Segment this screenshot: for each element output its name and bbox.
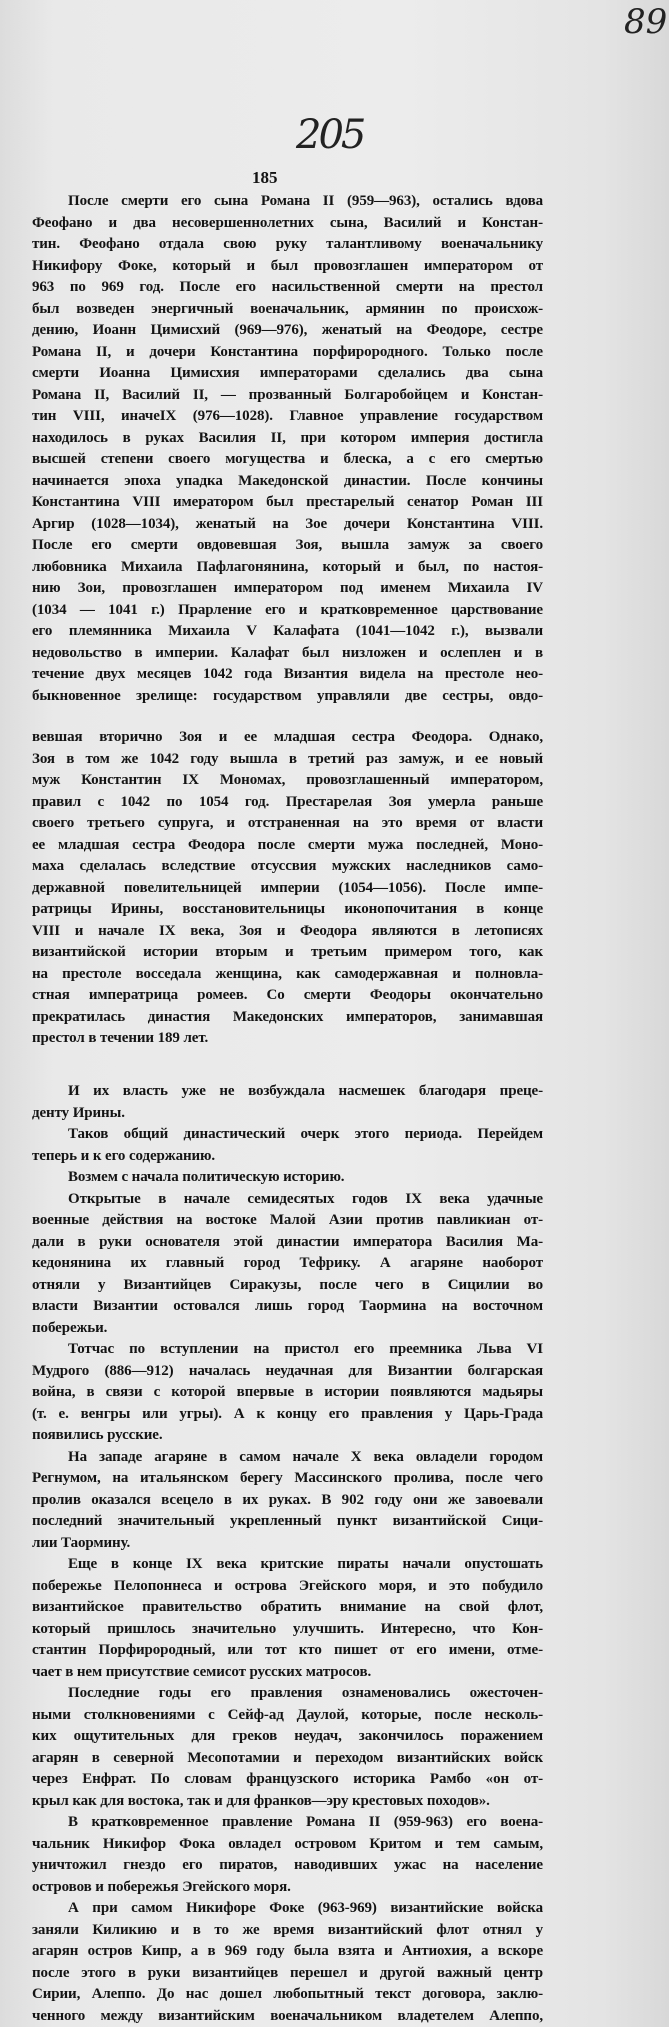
- text-line: Зоя в том же 1042 году вышла в третий раз замуж, и ее новый: [32, 749, 543, 771]
- text-line: заняли Киликию и в то же время византийский флот отнял у: [32, 1920, 543, 1942]
- text-line: Таков общий династический очерк этого периода. Перейдем: [32, 1124, 543, 1146]
- text-line: пролив оказался всецело в их руках. В 902 году они же завоевали: [32, 1490, 543, 1512]
- paragraph: [32, 1339, 543, 1447]
- text-line: Аргир (1028—1034), женатый на Зое дочери Константина VIII.: [32, 514, 543, 536]
- text-line: Открытые в начале семидесятых годов IX века удачные: [32, 1189, 543, 1211]
- paragraph: [32, 1081, 543, 1124]
- text-line: (1034 — 1041 г.) Прарление его и кратковременное царствование: [32, 600, 543, 622]
- text-line: течение двух месяцев 1042 года Византия видела на престоле нео-: [32, 664, 543, 686]
- text-line: крыл как для востока, так и для франков—эру крестовых походов».: [32, 1791, 543, 1813]
- text-line: находилось в руках Василия II, при котором империя достигла: [32, 428, 543, 450]
- handwritten-archive-number: 205: [296, 112, 363, 158]
- text-line: Феофано и два несовершеннолетних сына, Василий и Констан-: [32, 213, 543, 235]
- text-line: Последние годы его правления ознаменовались ожесточен-: [32, 1683, 543, 1705]
- text-line: денту Ирины.: [32, 1103, 543, 1125]
- text-line: тин VIII, иначеIX (976—1028). Главное управление государством: [32, 406, 543, 428]
- text-line: через Енфрат. По словам французского историка Рамбо «он от-: [32, 1769, 543, 1791]
- text-line: смерти Иоанна Цимисхия императорами сделались два сына: [32, 363, 543, 385]
- text-line: после этого в руки византийцев перешел и другой важный центр: [32, 1963, 543, 1985]
- text-line: был возведен энергичный военачальник, армянин по происхож-: [32, 299, 543, 321]
- paragraph: [32, 1167, 543, 1189]
- text-line: Сирии, Алеппо. До нас дошел любопытный текст договора, заклю-: [32, 1984, 543, 2006]
- paragraph: [32, 727, 543, 1050]
- text-line: на престоле восседала женщина, как самодержавная и полновла-: [32, 964, 543, 986]
- page-number: 185: [252, 168, 278, 188]
- text-line: тин. Феофано отдала свою руку талантливому военачальнику: [32, 234, 543, 256]
- text-line: Возмем с начала политическую историю.: [32, 1167, 543, 1189]
- text-line: теперь и к его содержанию.: [32, 1146, 543, 1168]
- text-line: И их власть уже не возбуждала насмешек благодаря преце-: [32, 1081, 543, 1103]
- text-line: ких ощутительных для греков неудач, закончилось поражением: [32, 1726, 543, 1748]
- text-line: маха сделалась вследствие отсуссвия мужских наследников само-: [32, 856, 543, 878]
- text-line: его племянника Михаила V Калафата (1041—1042 г.), вызвали: [32, 621, 543, 643]
- text-line: чает в нем присутствие семисот русских матросов.: [32, 1662, 543, 1684]
- text-line: уничтожил гнездо его пиратов, наводивших ужас на население: [32, 1855, 543, 1877]
- text-line: быкновенное зрелище: государством управляли две сестры, овдо-: [32, 686, 543, 708]
- text-line: Романа II, и дочери Константина порфирородного. Только после: [32, 342, 543, 364]
- paragraph: [32, 1447, 543, 1555]
- text-line: отняли у Византийцев Сиракузы, после чего в Сицилии во: [32, 1275, 543, 1297]
- text-line: Никифору Фоке, который и был провозглашен императором от: [32, 256, 543, 278]
- text-line: ченного между византийским военачальником владетелем Алеппо,: [32, 2006, 543, 2027]
- text-line: 963 по 969 год. После его насильственной смерти на престол: [32, 277, 543, 299]
- text-line: стная императрица ромеев. Со смерти Феодоры окончательно: [32, 985, 543, 1007]
- text-line: островов и побережья Эгейского моря.: [32, 1877, 543, 1899]
- text-line: После его смерти овдовевшая Зоя, вышла замуж за своего: [32, 535, 543, 557]
- text-line: Романа II, Василий II, — прозванный Болгаробойцем и Констан-: [32, 385, 543, 407]
- paragraph: [32, 1683, 543, 1812]
- text-line: последний значительный укрепленный пункт византийской Сици-: [32, 1511, 543, 1533]
- text-line: кедонянина их главный город Тефрику. А агаряне наоборот: [32, 1253, 543, 1275]
- text-line: высшей степени своего могущества и блеска, а с его смертью: [32, 449, 543, 471]
- text-line: А при самом Никифоре Фоке (963-969) византийские войска: [32, 1898, 543, 1920]
- text-line: ее младшая сестра Феодора после смерти мужа последней, Моно-: [32, 835, 543, 857]
- text-line: военные действия на востоке Малой Азии против павликиан от-: [32, 1210, 543, 1232]
- text-line: После смерти его сына Романа II (959—963), остались вдова: [32, 191, 543, 213]
- text-line: прекратилась династия Македонских императоров, занимавшая: [32, 1007, 543, 1029]
- paragraph: [32, 1124, 543, 1167]
- text-line: вевшая вторично Зоя и ее младшая сестра Феодора. Однако,: [32, 727, 543, 749]
- text-line: В кратковременное правление Романа II (959-963) его воена-: [32, 1812, 543, 1834]
- text-line: VIII и начале IX века, Зоя и Феодора являются в летописях: [32, 921, 543, 943]
- text-line: агарян в северной Месопотамии и переходом византийских войск: [32, 1748, 543, 1770]
- text-line: дали в руки основателя этой династии императора Василия Ма-: [32, 1232, 543, 1254]
- text-line: чальник Никифор Фока овладел островом Критом и тем самым,: [32, 1834, 543, 1856]
- text-line: Мудрого (886—912) началась неудачная для Византии болгарская: [32, 1361, 543, 1383]
- text-line: начинается эпоха упадка Македонской династии. После кончины: [32, 471, 543, 493]
- text-line: Константина VIII имератором был престарелый сенатор Роман III: [32, 492, 543, 514]
- paragraph: [32, 191, 543, 707]
- text-line: агарян остров Кипр, а в 969 году была взята и Антиохия, а вскоре: [32, 1941, 543, 1963]
- text-block-middle: [32, 727, 543, 1050]
- text-line: На западе агаряне в самом начале X века овладели городом: [32, 1447, 543, 1469]
- text-line: побережьи.: [32, 1318, 543, 1340]
- text-block-top: [32, 191, 543, 707]
- text-line: (т. е. венгры или угры). А к концу его правления у Царь-Града: [32, 1404, 543, 1426]
- text-line: любовника Михаила Пафлагонянина, который и был, по настоя-: [32, 557, 543, 579]
- text-line: который пришлось значительно улучшить. Интересно, что Кон-: [32, 1619, 543, 1641]
- text-line: появились русские.: [32, 1425, 543, 1447]
- text-line: ными столкновениями с Сейф-ад Даулой, которые, после несколь-: [32, 1705, 543, 1727]
- text-line: власти Византии остовался лишь город Таормина на восточном: [32, 1296, 543, 1318]
- text-line: Тотчас по вступлении на пристол его преемника Льва VI: [32, 1339, 543, 1361]
- text-line: муж Константин IX Мономах, провозглашенный императором,: [32, 770, 543, 792]
- text-line: ратрицы Ирины, восстановительницы иконопочитания в конце: [32, 899, 543, 921]
- text-line: державной повелительницей империи (1054—1056). После импе-: [32, 878, 543, 900]
- text-line: правил с 1042 по 1054 год. Престарелая Зоя умерла раньше: [32, 792, 543, 814]
- paragraph: [32, 1812, 543, 1898]
- text-line: византийское правительство обратить внимание на свой флот,: [32, 1597, 543, 1619]
- text-line: дению, Иоанн Цимисхий (969—976), женатый на Феодоре, сестре: [32, 320, 543, 342]
- text-line: своего третьего супруга, и отстраненная на это время от власти: [32, 813, 543, 835]
- text-line: побережье Пелопоннеса и острова Эгейского моря, и это побудило: [32, 1576, 543, 1598]
- text-line: недовольство в империи. Калафат был низложен и ослеплен и в: [32, 643, 543, 665]
- paragraph: [32, 1189, 543, 1340]
- text-line: византийской истории вторым и третьим примером того, как: [32, 942, 543, 964]
- text-block-bottom: [32, 1081, 543, 2027]
- paragraph: [32, 1554, 543, 1683]
- text-line: стантин Порфирородный, или тот кто пишет от его имени, отме-: [32, 1640, 543, 1662]
- text-line: война, в связи с которой впервые в истории появляются мадьяры: [32, 1382, 543, 1404]
- text-line: нию Зои, провозглашен императором под именем Михаила IV: [32, 578, 543, 600]
- text-line: престол в течении 189 лет.: [32, 1028, 543, 1050]
- paragraph: [32, 1898, 543, 2027]
- text-line: Еще в конце IX века критские пираты начали опустошать: [32, 1554, 543, 1576]
- text-line: лии Таормину.: [32, 1533, 543, 1555]
- handwritten-sheet-number: 89: [624, 2, 667, 42]
- text-line: Регнумом, на итальянском берегу Массинского пролива, после чего: [32, 1468, 543, 1490]
